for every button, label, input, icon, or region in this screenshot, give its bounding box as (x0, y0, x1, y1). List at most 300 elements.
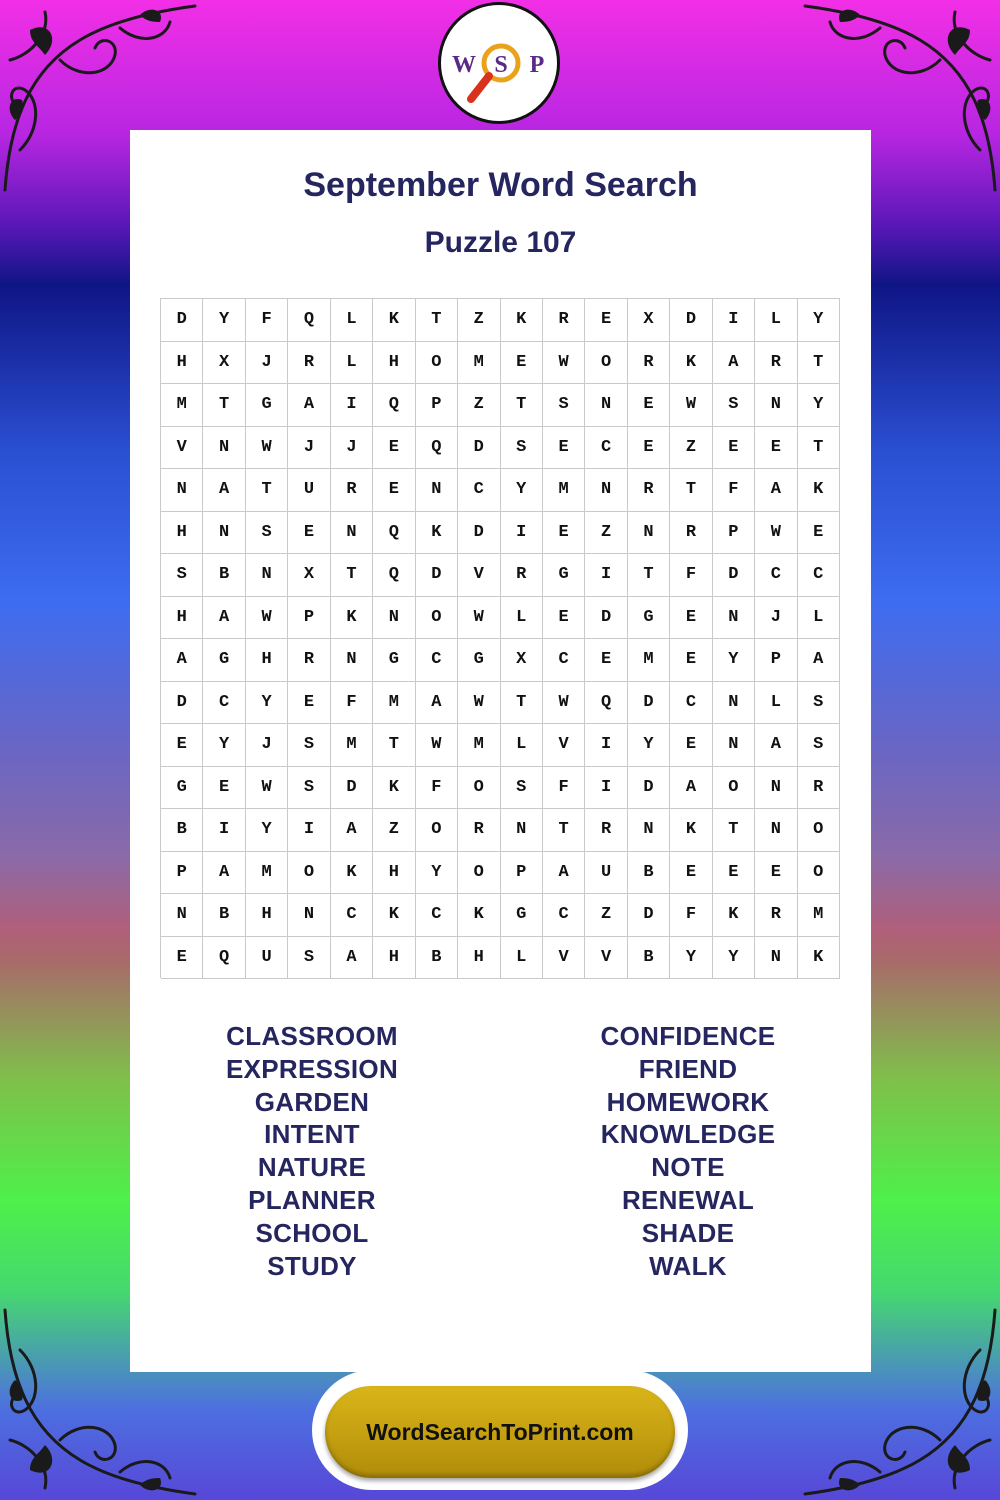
grid-cell[interactable]: O (798, 852, 840, 895)
grid-cell[interactable]: B (203, 554, 245, 597)
grid-cell[interactable]: O (585, 342, 627, 385)
grid-cell[interactable]: A (755, 469, 797, 512)
wsp-logo (438, 2, 560, 124)
footer-pill[interactable] (325, 1386, 675, 1478)
grid-cell[interactable]: Y (798, 299, 840, 342)
grid-cell[interactable]: C (798, 554, 840, 597)
footer-website[interactable]: WordSearchToPrint.com (366, 1418, 634, 1445)
grid-cell[interactable]: P (161, 852, 203, 895)
grid-cell[interactable]: J (246, 342, 288, 385)
word-list-item: CLASSROOM (226, 1021, 398, 1051)
grid-cell[interactable]: U (585, 852, 627, 895)
grid-cell[interactable]: R (331, 469, 373, 512)
grid-cell[interactable]: M (458, 342, 500, 385)
grid-cell[interactable]: C (331, 894, 373, 937)
grid-row (161, 299, 840, 342)
grid-cell[interactable]: A (416, 682, 458, 725)
grid-cell[interactable]: O (458, 767, 500, 810)
grid-cell[interactable]: T (713, 809, 755, 852)
grid-cell[interactable]: M (161, 384, 203, 427)
puzzle-card (130, 130, 871, 1372)
grid-cell[interactable]: N (416, 469, 458, 512)
grid-row (161, 342, 840, 385)
grid-cell[interactable]: D (585, 597, 627, 640)
grid-cell[interactable]: N (331, 639, 373, 682)
grid-cell[interactable]: W (458, 682, 500, 725)
grid-cell[interactable]: Q (373, 554, 415, 597)
grid-cell[interactable]: C (543, 639, 585, 682)
grid-cell[interactable]: H (161, 512, 203, 555)
grid-cell[interactable]: S (798, 724, 840, 767)
grid-cell[interactable]: M (628, 639, 670, 682)
grid-cell[interactable]: N (246, 554, 288, 597)
grid-cell[interactable]: S (543, 384, 585, 427)
grid-cell[interactable]: T (670, 469, 712, 512)
grid-cell[interactable]: T (203, 384, 245, 427)
grid-cell[interactable]: Y (203, 724, 245, 767)
grid-cell[interactable]: O (798, 809, 840, 852)
grid-cell[interactable]: E (755, 427, 797, 470)
grid-cell[interactable]: I (501, 512, 543, 555)
grid-cell[interactable]: E (288, 512, 330, 555)
word-list-item: INTENT (264, 1119, 360, 1150)
grid-row (161, 512, 840, 555)
grid-cell[interactable]: W (543, 342, 585, 385)
grid-cell[interactable]: W (246, 767, 288, 810)
grid-cell[interactable]: G (543, 554, 585, 597)
logo-letter-p: P (529, 52, 545, 78)
grid-cell[interactable]: M (798, 894, 840, 937)
word-list-item: KNOWLEDGE (600, 1119, 776, 1150)
grid-cell[interactable]: P (288, 597, 330, 640)
logo-letter-w: W (452, 52, 476, 78)
grid-cell[interactable]: N (373, 597, 415, 640)
grid-cell[interactable]: Q (585, 682, 627, 725)
footer-badge (312, 1370, 688, 1490)
grid-cell[interactable]: T (798, 427, 840, 470)
grid-cell[interactable]: E (373, 427, 415, 470)
grid-cell[interactable]: X (628, 299, 670, 342)
grid-cell[interactable]: C (543, 894, 585, 937)
grid-cell[interactable]: Z (373, 809, 415, 852)
grid-cell[interactable]: D (670, 299, 712, 342)
grid-cell[interactable]: N (713, 597, 755, 640)
grid-cell[interactable]: C (585, 427, 627, 470)
grid-cell[interactable]: C (416, 894, 458, 937)
grid-cell[interactable]: R (628, 469, 670, 512)
grid-cell[interactable]: Z (458, 299, 500, 342)
grid-cell[interactable]: A (713, 342, 755, 385)
grid-cell[interactable]: E (161, 937, 203, 980)
grid-cell[interactable]: N (161, 469, 203, 512)
word-list-item: EXPRESSION (225, 1053, 399, 1084)
grid-cell[interactable]: I (585, 554, 627, 597)
grid-cell[interactable]: H (161, 342, 203, 385)
grid-cell[interactable]: D (713, 554, 755, 597)
grid-cell[interactable]: N (755, 384, 797, 427)
word-list-item: WALK (649, 1250, 727, 1281)
grid-cell[interactable]: L (755, 299, 797, 342)
grid-cell[interactable]: G (246, 384, 288, 427)
grid-cell[interactable]: E (161, 724, 203, 767)
grid-cell[interactable]: D (458, 427, 500, 470)
grid-cell[interactable]: E (670, 597, 712, 640)
grid-cell[interactable]: W (543, 682, 585, 725)
grid-cell[interactable]: M (458, 724, 500, 767)
grid-cell[interactable]: V (543, 937, 585, 980)
word-list-item: CONFIDENCE (600, 1021, 776, 1051)
grid-cell[interactable]: N (203, 512, 245, 555)
word-list-right (538, 1020, 838, 1282)
grid-row (161, 597, 840, 640)
grid-cell[interactable]: M (373, 682, 415, 725)
word-list-item: STUDY (267, 1250, 357, 1281)
grid-cell[interactable]: F (331, 682, 373, 725)
grid-cell[interactable]: R (670, 512, 712, 555)
grid-cell[interactable]: Y (416, 852, 458, 895)
grid-cell[interactable]: E (288, 682, 330, 725)
grid-cell[interactable]: J (331, 427, 373, 470)
grid-row (161, 384, 840, 427)
grid-cell[interactable]: O (713, 767, 755, 810)
grid-cell[interactable]: G (628, 597, 670, 640)
grid-cell[interactable]: L (501, 597, 543, 640)
grid-cell[interactable]: K (798, 937, 840, 980)
grid-cell[interactable]: K (798, 469, 840, 512)
word-list-item: NATURE (257, 1152, 367, 1183)
grid-cell[interactable]: E (373, 469, 415, 512)
grid-cell[interactable]: U (246, 937, 288, 980)
grid-cell[interactable]: Q (416, 427, 458, 470)
grid-cell[interactable]: Y (713, 639, 755, 682)
grid-cell[interactable]: L (331, 299, 373, 342)
grid-cell[interactable]: C (416, 639, 458, 682)
grid-cell[interactable]: H (458, 937, 500, 980)
grid-cell[interactable]: K (713, 894, 755, 937)
grid-cell[interactable]: D (628, 767, 670, 810)
grid-cell[interactable]: A (288, 384, 330, 427)
grid-cell[interactable]: A (331, 809, 373, 852)
grid-cell[interactable]: C (458, 469, 500, 512)
grid-cell[interactable]: F (416, 767, 458, 810)
word-list-item: FRIEND (638, 1053, 738, 1084)
grid-cell[interactable]: I (585, 724, 627, 767)
grid-cell[interactable]: K (670, 342, 712, 385)
grid-cell[interactable]: T (246, 469, 288, 512)
grid-cell[interactable]: T (543, 809, 585, 852)
grid-cell[interactable]: Q (203, 937, 245, 980)
word-list-item: GARDEN (254, 1086, 370, 1117)
grid-cell[interactable]: A (543, 852, 585, 895)
grid-cell[interactable]: Q (288, 299, 330, 342)
grid-cell[interactable]: A (203, 852, 245, 895)
grid-cell[interactable]: P (501, 852, 543, 895)
grid-cell[interactable]: W (246, 427, 288, 470)
grid-cell[interactable]: V (585, 937, 627, 980)
grid-cell[interactable]: T (501, 384, 543, 427)
grid-cell[interactable]: C (670, 682, 712, 725)
grid-cell[interactable]: V (458, 554, 500, 597)
grid-cell[interactable]: E (203, 767, 245, 810)
grid-cell[interactable]: D (331, 767, 373, 810)
grid-cell[interactable]: V (543, 724, 585, 767)
grid-cell[interactable]: F (543, 767, 585, 810)
grid-cell[interactable]: B (203, 894, 245, 937)
grid-cell[interactable]: P (416, 384, 458, 427)
grid-cell[interactable]: F (713, 469, 755, 512)
grid-cell[interactable]: R (288, 342, 330, 385)
grid-cell[interactable]: N (628, 512, 670, 555)
grid-row (161, 682, 840, 725)
grid-cell[interactable]: E (585, 639, 627, 682)
grid-cell[interactable]: N (628, 809, 670, 852)
letter-grid (160, 298, 840, 978)
grid-row (161, 724, 840, 767)
grid-cell[interactable]: E (713, 427, 755, 470)
grid-cell[interactable]: N (331, 512, 373, 555)
grid-cell[interactable]: X (288, 554, 330, 597)
grid-cell[interactable]: E (543, 427, 585, 470)
word-list-item: SCHOOL (255, 1217, 369, 1248)
grid-cell[interactable]: G (373, 639, 415, 682)
grid-cell[interactable]: F (670, 894, 712, 937)
grid-cell[interactable]: J (755, 597, 797, 640)
grid-cell[interactable]: S (798, 682, 840, 725)
grid-cell[interactable]: X (501, 639, 543, 682)
grid-cell[interactable]: N (161, 894, 203, 937)
grid-cell[interactable]: N (713, 682, 755, 725)
page-title: September Word Search (303, 166, 698, 204)
grid-cell[interactable]: R (798, 767, 840, 810)
grid-row (161, 937, 840, 980)
grid-cell[interactable]: Q (373, 512, 415, 555)
grid-cell[interactable]: D (628, 682, 670, 725)
grid-cell[interactable]: Y (628, 724, 670, 767)
grid-cell[interactable]: O (416, 809, 458, 852)
grid-cell[interactable]: S (161, 554, 203, 597)
grid-cell[interactable]: A (670, 767, 712, 810)
grid-cell[interactable]: G (203, 639, 245, 682)
grid-cell[interactable]: I (585, 767, 627, 810)
grid-cell[interactable]: I (288, 809, 330, 852)
grid-cell[interactable]: N (288, 894, 330, 937)
grid-row (161, 809, 840, 852)
grid-cell[interactable]: Y (203, 299, 245, 342)
grid-cell[interactable]: M (331, 724, 373, 767)
grid-cell[interactable]: E (755, 852, 797, 895)
grid-cell[interactable]: E (543, 512, 585, 555)
grid-cell[interactable]: W (755, 512, 797, 555)
grid-cell[interactable]: Z (458, 384, 500, 427)
grid-cell[interactable]: N (755, 809, 797, 852)
puzzle-number: Puzzle 107 (424, 226, 577, 259)
grid-cell[interactable]: K (331, 597, 373, 640)
grid-cell[interactable]: R (501, 554, 543, 597)
grid-cell[interactable]: N (713, 724, 755, 767)
grid-cell[interactable]: Y (798, 384, 840, 427)
grid-cell[interactable]: S (501, 767, 543, 810)
grid-cell[interactable]: L (501, 724, 543, 767)
grid-cell[interactable]: R (585, 809, 627, 852)
grid-cell[interactable]: A (331, 937, 373, 980)
grid-cell[interactable]: Y (246, 682, 288, 725)
grid-cell[interactable]: C (203, 682, 245, 725)
magnifier-logo-icon (441, 5, 557, 121)
grid-cell[interactable]: D (161, 682, 203, 725)
grid-cell[interactable]: U (288, 469, 330, 512)
grid-cell[interactable]: H (246, 639, 288, 682)
grid-cell[interactable]: E (543, 597, 585, 640)
grid-cell[interactable]: L (331, 342, 373, 385)
grid-cell[interactable]: A (755, 724, 797, 767)
grid-cell[interactable]: E (628, 427, 670, 470)
grid-cell[interactable]: K (373, 299, 415, 342)
grid-cell[interactable]: T (798, 342, 840, 385)
grid-row (161, 469, 840, 512)
word-list-item: NOTE (651, 1152, 725, 1183)
grid-cell[interactable]: Y (246, 809, 288, 852)
grid-cell[interactable]: Y (501, 469, 543, 512)
grid-cell[interactable]: K (373, 767, 415, 810)
grid-cell[interactable]: N (501, 809, 543, 852)
grid-cell[interactable]: Z (670, 427, 712, 470)
grid-cell[interactable]: A (203, 469, 245, 512)
grid-cell[interactable]: Z (585, 512, 627, 555)
grid-cell[interactable]: E (713, 852, 755, 895)
grid-cell[interactable]: E (585, 299, 627, 342)
grid-cell[interactable]: L (798, 597, 840, 640)
grid-cell[interactable]: K (670, 809, 712, 852)
grid-cell[interactable]: F (670, 554, 712, 597)
grid-cell[interactable]: X (203, 342, 245, 385)
word-list-item: SHADE (641, 1217, 735, 1248)
grid-cell[interactable]: E (670, 724, 712, 767)
grid-cell[interactable]: W (416, 724, 458, 767)
grid-cell[interactable]: J (246, 724, 288, 767)
grid-cell[interactable]: M (246, 852, 288, 895)
word-list-left (162, 1020, 462, 1282)
grid-cell[interactable]: G (458, 639, 500, 682)
grid-cell[interactable]: A (161, 639, 203, 682)
grid-cell[interactable]: K (416, 512, 458, 555)
grid-cell[interactable]: Z (585, 894, 627, 937)
grid-cell[interactable]: E (670, 852, 712, 895)
grid-cell[interactable]: J (288, 427, 330, 470)
grid-cell[interactable]: Y (670, 937, 712, 980)
grid-cell[interactable]: T (416, 299, 458, 342)
grid-cell[interactable]: T (501, 682, 543, 725)
grid-cell[interactable]: D (416, 554, 458, 597)
grid-cell[interactable]: B (416, 937, 458, 980)
grid-cell[interactable]: K (373, 894, 415, 937)
grid-cell[interactable]: A (798, 639, 840, 682)
grid-cell[interactable]: H (373, 852, 415, 895)
grid-cell[interactable]: F (246, 299, 288, 342)
grid-cell[interactable]: E (670, 639, 712, 682)
grid-cell[interactable]: N (755, 767, 797, 810)
grid-row (161, 852, 840, 895)
grid-cell[interactable]: Y (713, 937, 755, 980)
grid-cell[interactable]: I (713, 299, 755, 342)
grid-cell[interactable]: T (628, 554, 670, 597)
grid-cell[interactable]: R (543, 299, 585, 342)
grid-cell[interactable]: R (458, 809, 500, 852)
grid-cell[interactable]: S (288, 767, 330, 810)
grid-cell[interactable]: R (628, 342, 670, 385)
grid-cell[interactable]: L (755, 682, 797, 725)
grid-cell[interactable]: R (755, 342, 797, 385)
grid-cell[interactable]: W (246, 597, 288, 640)
grid-cell[interactable]: G (161, 767, 203, 810)
grid-cell[interactable]: B (161, 809, 203, 852)
grid-cell[interactable]: K (501, 299, 543, 342)
grid-cell[interactable]: P (755, 639, 797, 682)
grid-cell[interactable]: N (755, 937, 797, 980)
grid-cell[interactable]: E (501, 342, 543, 385)
grid-cell[interactable]: C (755, 554, 797, 597)
grid-cell[interactable]: K (458, 894, 500, 937)
grid-cell[interactable]: M (543, 469, 585, 512)
grid-cell[interactable]: S (713, 384, 755, 427)
grid-cell[interactable]: D (628, 894, 670, 937)
grid-cell[interactable]: B (628, 852, 670, 895)
grid-cell[interactable]: Q (373, 384, 415, 427)
grid-cell[interactable]: I (331, 384, 373, 427)
grid-cell[interactable]: N (203, 427, 245, 470)
grid-row (161, 894, 840, 937)
grid-row (161, 427, 840, 470)
grid-cell[interactable]: P (713, 512, 755, 555)
grid-row (161, 639, 840, 682)
grid-cell[interactable]: H (161, 597, 203, 640)
grid-cell[interactable]: H (373, 342, 415, 385)
grid-cell[interactable]: A (203, 597, 245, 640)
grid-row (161, 767, 840, 810)
grid-cell[interactable]: S (288, 724, 330, 767)
grid-cell[interactable]: E (798, 512, 840, 555)
grid-cell[interactable]: S (501, 427, 543, 470)
grid-cell[interactable]: E (628, 384, 670, 427)
grid-cell[interactable]: B (628, 937, 670, 980)
grid-cell[interactable]: T (331, 554, 373, 597)
grid-cell[interactable]: O (288, 852, 330, 895)
grid-cell[interactable]: O (458, 852, 500, 895)
word-list-item: RENEWAL (621, 1184, 755, 1215)
grid-cell[interactable]: G (501, 894, 543, 937)
grid-cell[interactable]: N (585, 384, 627, 427)
grid-cell[interactable]: W (670, 384, 712, 427)
grid-cell[interactable]: H (246, 894, 288, 937)
grid-cell[interactable]: S (246, 512, 288, 555)
grid-cell[interactable]: V (161, 427, 203, 470)
grid-cell[interactable]: H (373, 937, 415, 980)
grid-cell[interactable]: D (161, 299, 203, 342)
grid-cell[interactable]: W (458, 597, 500, 640)
grid-cell[interactable]: S (288, 937, 330, 980)
grid-cell[interactable]: D (458, 512, 500, 555)
grid-cell[interactable]: L (501, 937, 543, 980)
grid-cell[interactable]: R (755, 894, 797, 937)
grid-cell[interactable]: R (288, 639, 330, 682)
word-list-item: HOMEWORK (606, 1086, 770, 1117)
grid-cell[interactable]: N (585, 469, 627, 512)
grid-cell[interactable]: I (203, 809, 245, 852)
grid-cell[interactable]: O (416, 342, 458, 385)
grid-cell[interactable]: K (331, 852, 373, 895)
grid-cell[interactable]: O (416, 597, 458, 640)
word-list-item: PLANNER (248, 1184, 376, 1215)
grid-cell[interactable]: T (373, 724, 415, 767)
